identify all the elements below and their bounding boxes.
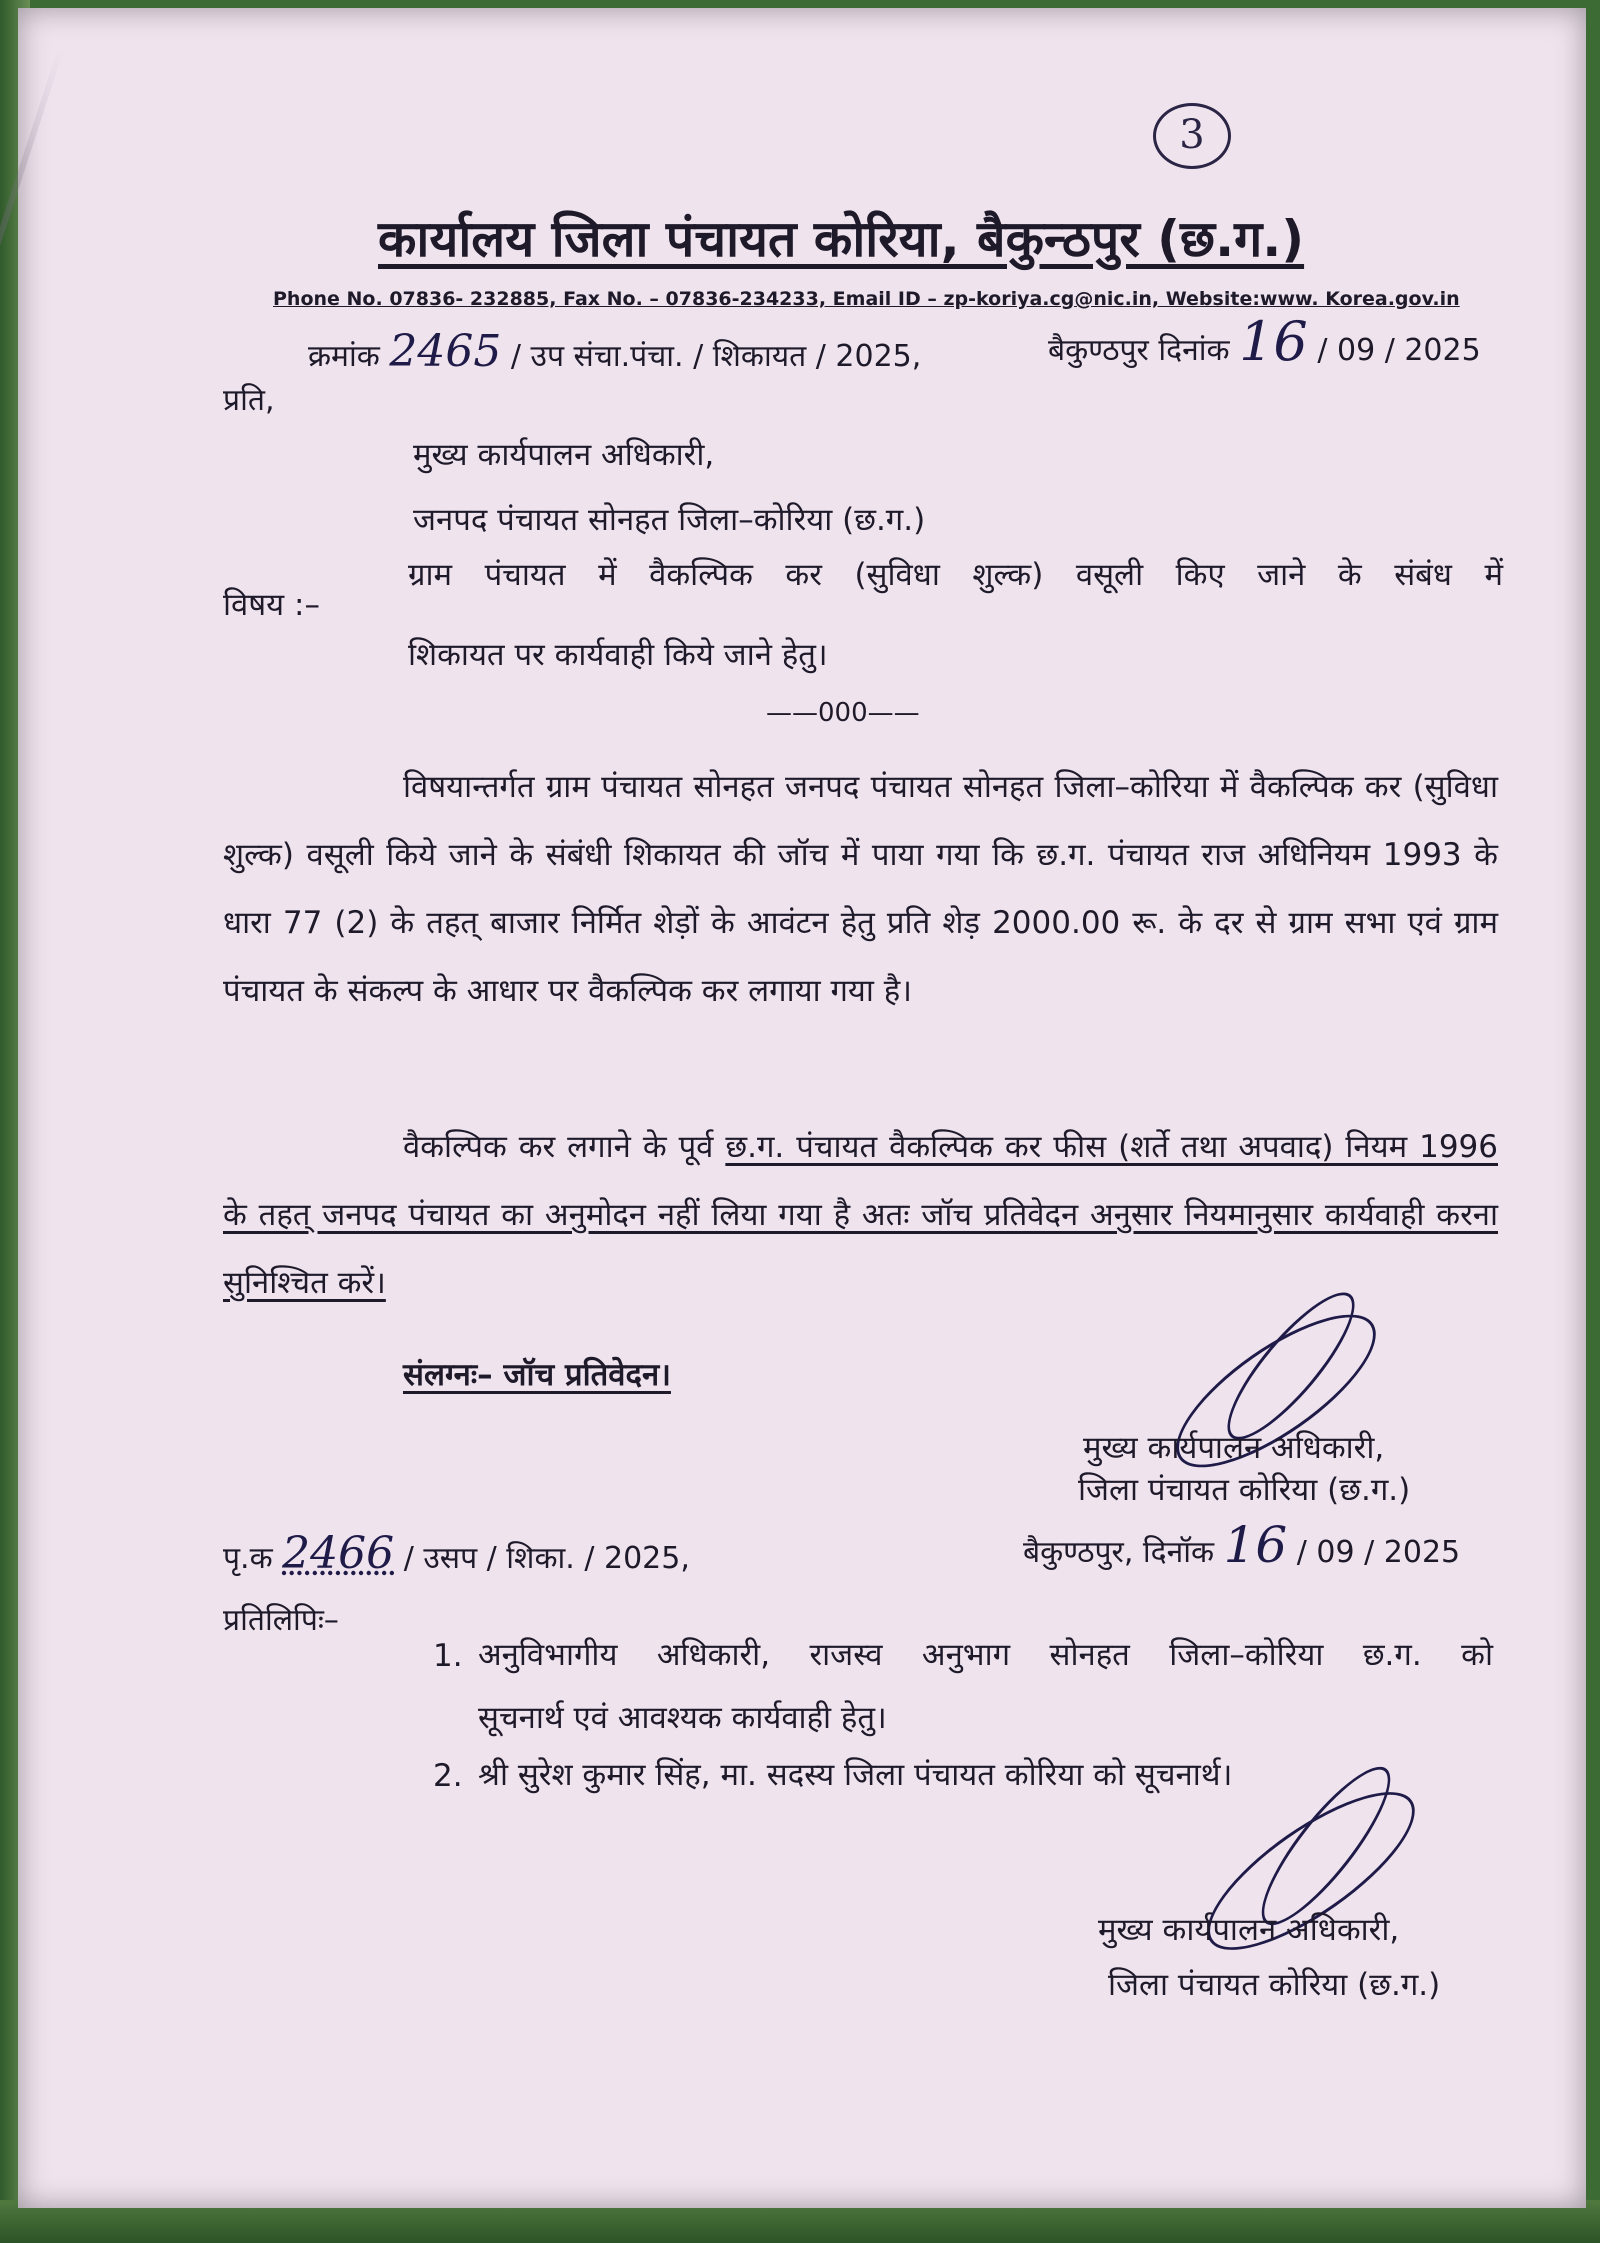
body-paragraph-2 (223, 1113, 1498, 1317)
signature-1-designation: मुख्य कार्यपालन अधिकारी, (1083, 1430, 1385, 1466)
copy-item-1-line-2: सूचनार्थ एवं आवश्यक कार्यवाही हेतु। (478, 1700, 887, 1736)
copy-to-label: प्रतिलिपिः– (223, 1603, 339, 1638)
copy-ref-number: 2466 (282, 1528, 395, 1579)
ref-label: क्रमांक (308, 339, 380, 374)
copy-item-1-line-1: अनुविभागीय अधिकारी, राजस्व अनुभाग सोनहत जिला–कोरिया छ.ग. को (478, 1637, 1493, 1673)
enclosure: संलग्नः– जॉच प्रतिवेदन। (403, 1357, 671, 1393)
copy-item-2-line-1: श्री सुरेश कुमार सिंह, मा. सदस्य जिला पंचायत कोरिया को सूचनार्थ। (478, 1757, 1233, 1793)
separator: ——000—— (766, 698, 920, 728)
signature-1-day: 16 (1223, 1516, 1288, 1574)
page-marker: 3 (1153, 103, 1231, 169)
to-label: प्रति, (223, 383, 275, 418)
office-title: कार्यालय जिला पंचायत कोरिया, बैकुन्ठपुर (छ.ग.) (378, 210, 1305, 268)
ref-suffix: / उप संचा.पंचा. / शिकायत / 2025, (510, 339, 922, 374)
copy-ref-line (223, 1528, 690, 1579)
office-contact: Phone No. 07836- 232885, Fax No. – 07836-234233, Email ID – zp-koriya.cg@nic.in, Website:www. Korea.gov.in (273, 288, 1460, 310)
copy-ref-label: पृ.क (223, 1541, 273, 1576)
ref-date-label: बैकुण्ठपुर दिनांक (1048, 333, 1230, 368)
signature-2-office: जिला पंचायत कोरिया (छ.ग.) (1108, 1967, 1441, 2003)
copy-item-1-number: 1. (433, 1638, 463, 1674)
subject-line-1: ग्राम पंचायत में वैकल्पिक कर (सुविधा शुल्क) वसूली किए जाने के संबंध में (408, 557, 1503, 593)
signature-2-designation: मुख्य कार्यपालन अधिकारी, (1098, 1912, 1400, 1948)
copy-item-2-number: 2. (433, 1758, 463, 1794)
signature-1-place-date: बैकुण्ठपुर, दिनॉक (1023, 1535, 1215, 1570)
subject-line-2: शिकायत पर कार्यवाही किये जाने हेतु। (408, 637, 828, 673)
subject-label: विषय :– (223, 587, 320, 623)
body-paragraph-1 (223, 753, 1498, 1025)
body-paragraph-1-text: विषयान्तर्गत ग्राम पंचायत सोनहत जनपद पंचायत सोनहत जिला–कोरिया में वैकल्पिक कर (सुविधा शुल्क) वसूली किये जाने के संबंधी शिकायत की जॉच में पाया गया कि छ.ग. पंचायत राज अधिनियम 1993 के धारा 77 (2) के तहत् बाजार निर्मित शेड़ों के आवंटन हेतु प्रति शेड़ 2000.00 रू. के दर से ग्राम सभा एवं ग्राम पंचायत के संकल्प के आधार पर वैकल्पिक कर लगाया गया है। (223, 769, 1498, 1009)
signature-1-office: जिला पंचायत कोरिया (छ.ग.) (1078, 1472, 1411, 1508)
signature-1-month-year: / 09 / 2025 (1296, 1535, 1461, 1570)
to-line-2: जनपद पंचायत सोनहत जिला–कोरिया (छ.ग.) (413, 502, 926, 538)
to-line-1: मुख्य कार्यपालन अधिकारी, (413, 437, 715, 473)
ref-date-month-year: / 09 / 2025 (1317, 333, 1481, 368)
body-paragraph-2-underlined: छ.ग. पंचायत वैकल्पिक कर फीस (शर्ते तथा अपवाद) नियम 1996 के तहत् जनपद पंचायत का अनुमोदन नहीं लिया गया है अतः जॉच प्रतिवेदन अनुसार नियमानुसार कार्यवाही करना सुनिश्चित करें। (223, 1129, 1498, 1301)
ref-line (308, 326, 921, 377)
copy-ref-suffix: / उसप / शिका. / 2025, (403, 1541, 690, 1576)
letter-page (18, 8, 1586, 2208)
ref-date-day: 16 (1239, 310, 1308, 373)
body-paragraph-2-text: वैकल्पिक कर लगाने के पूर्व (403, 1129, 726, 1165)
ref-number: 2465 (389, 326, 502, 377)
ref-date (1048, 310, 1481, 373)
signature-1-date (1023, 1516, 1460, 1574)
